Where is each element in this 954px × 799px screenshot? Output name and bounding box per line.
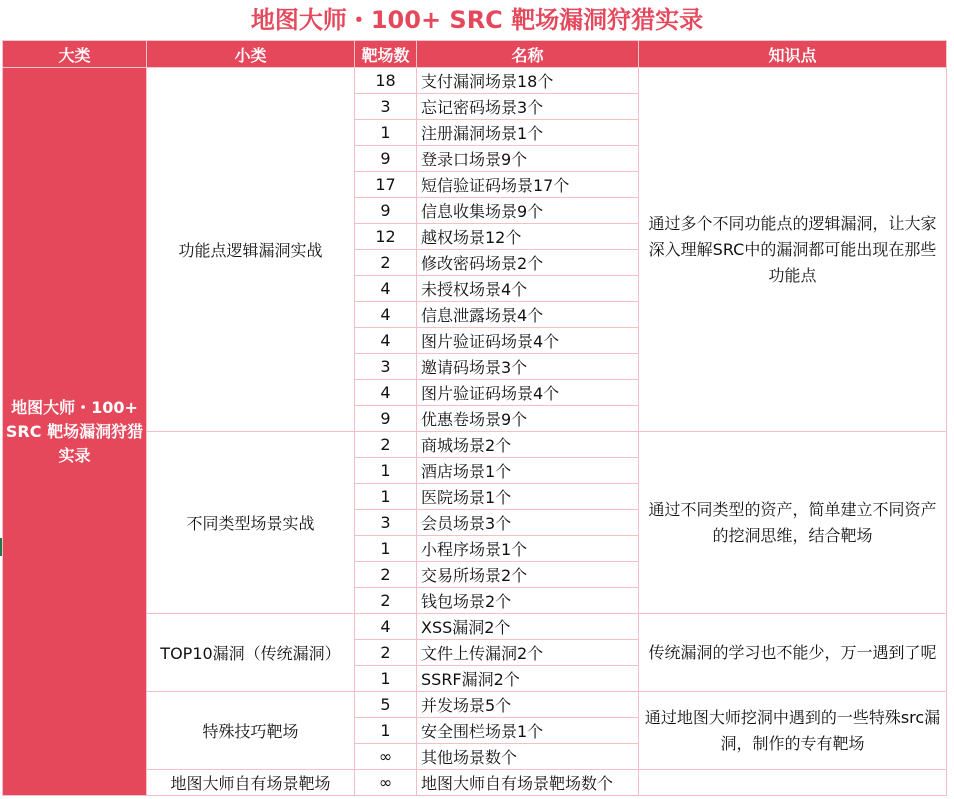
range-name-cell: 支付漏洞场景18个 xyxy=(417,68,639,94)
knowledge-cell: 传统漏洞的学习也不能少，万一遇到了呢 xyxy=(639,614,947,692)
range-count-cell: 4 xyxy=(355,380,417,406)
range-count-cell: 4 xyxy=(355,328,417,354)
range-count-cell: 1 xyxy=(355,536,417,562)
subcategory-cell: 不同类型场景实战 xyxy=(147,432,355,614)
range-count-cell: 2 xyxy=(355,562,417,588)
range-name-cell: 信息收集场景9个 xyxy=(417,198,639,224)
range-name-cell: 图片验证码场景4个 xyxy=(417,380,639,406)
range-name-cell: 交易所场景2个 xyxy=(417,562,639,588)
range-count-cell: ∞ xyxy=(355,770,417,796)
header-count: 靶场数 xyxy=(355,41,417,68)
header-name: 名称 xyxy=(417,41,639,68)
range-name-cell: 忘记密码场景3个 xyxy=(417,94,639,120)
range-count-cell: 1 xyxy=(355,718,417,744)
range-count-cell: 1 xyxy=(355,120,417,146)
range-count-cell: 1 xyxy=(355,484,417,510)
subcategory-cell: 地图大师自有场景靶场 xyxy=(147,770,355,796)
range-count-cell: 5 xyxy=(355,692,417,718)
table-row xyxy=(3,68,947,94)
range-name-cell: 图片验证码场景4个 xyxy=(417,328,639,354)
range-name-cell: 未授权场景4个 xyxy=(417,276,639,302)
subcategory-cell: 特殊技巧靶场 xyxy=(147,692,355,770)
range-count-cell: 3 xyxy=(355,94,417,120)
range-count-cell: 9 xyxy=(355,198,417,224)
knowledge-cell: 通过不同类型的资产，简单建立不同资产的挖洞思维，结合靶场 xyxy=(639,432,947,614)
range-name-cell: 越权场景12个 xyxy=(417,224,639,250)
range-name-cell: 酒店场景1个 xyxy=(417,458,639,484)
range-name-cell: 短信验证码场景17个 xyxy=(417,172,639,198)
range-name-cell: 其他场景数个 xyxy=(417,744,639,770)
range-name-cell: 修改密码场景2个 xyxy=(417,250,639,276)
range-name-cell: 会员场景3个 xyxy=(417,510,639,536)
knowledge-cell: 通过多个不同功能点的逻辑漏洞，让大家深入理解SRC中的漏洞都可能出现在那些功能点 xyxy=(639,68,947,432)
range-name-cell: 安全围栏场景1个 xyxy=(417,718,639,744)
subcategory-cell: 功能点逻辑漏洞实战 xyxy=(147,68,355,432)
range-count-cell: 2 xyxy=(355,432,417,458)
range-count-cell: ∞ xyxy=(355,744,417,770)
range-count-cell: 18 xyxy=(355,68,417,94)
range-count-cell: 17 xyxy=(355,172,417,198)
range-name-cell: 优惠卷场景9个 xyxy=(417,406,639,432)
range-count-cell: 9 xyxy=(355,406,417,432)
range-name-cell: 登录口场景9个 xyxy=(417,146,639,172)
knowledge-cell xyxy=(639,770,947,796)
range-count-cell: 2 xyxy=(355,250,417,276)
range-count-cell: 2 xyxy=(355,640,417,666)
range-count-cell: 1 xyxy=(355,458,417,484)
range-name-cell: 注册漏洞场景1个 xyxy=(417,120,639,146)
header-knowledge: 知识点 xyxy=(639,41,947,68)
range-name-cell: 文件上传漏洞2个 xyxy=(417,640,639,666)
range-name-cell: 并发场景5个 xyxy=(417,692,639,718)
header-row xyxy=(3,41,947,68)
target-range-table xyxy=(2,40,947,796)
range-count-cell: 3 xyxy=(355,354,417,380)
subcategory-cell: TOP10漏洞（传统漏洞） xyxy=(147,614,355,692)
range-name-cell: 邀请码场景3个 xyxy=(417,354,639,380)
range-count-cell: 2 xyxy=(355,588,417,614)
range-count-cell: 4 xyxy=(355,614,417,640)
range-name-cell: 商城场景2个 xyxy=(417,432,639,458)
header-subcategory: 小类 xyxy=(147,41,355,68)
range-count-cell: 12 xyxy=(355,224,417,250)
range-count-cell: 4 xyxy=(355,276,417,302)
range-name-cell: 信息泄露场景4个 xyxy=(417,302,639,328)
range-name-cell: SSRF漏洞2个 xyxy=(417,666,639,692)
range-name-cell: 钱包场景2个 xyxy=(417,588,639,614)
range-name-cell: XSS漏洞2个 xyxy=(417,614,639,640)
category-cell: 地图大师・100+ SRC 靶场漏洞狩猎实录 xyxy=(3,68,147,796)
page-title: 地图大师・100+ SRC 靶场漏洞狩猎实录 xyxy=(0,0,954,40)
range-count-cell: 9 xyxy=(355,146,417,172)
range-count-cell: 1 xyxy=(355,666,417,692)
range-name-cell: 小程序场景1个 xyxy=(417,536,639,562)
range-count-cell: 4 xyxy=(355,302,417,328)
header-category: 大类 xyxy=(3,41,147,68)
range-name-cell: 地图大师自有场景靶场数个 xyxy=(417,770,639,796)
range-name-cell: 医院场景1个 xyxy=(417,484,639,510)
range-count-cell: 3 xyxy=(355,510,417,536)
knowledge-cell: 通过地图大师挖洞中遇到的一些特殊src漏洞，制作的专有靶场 xyxy=(639,692,947,770)
